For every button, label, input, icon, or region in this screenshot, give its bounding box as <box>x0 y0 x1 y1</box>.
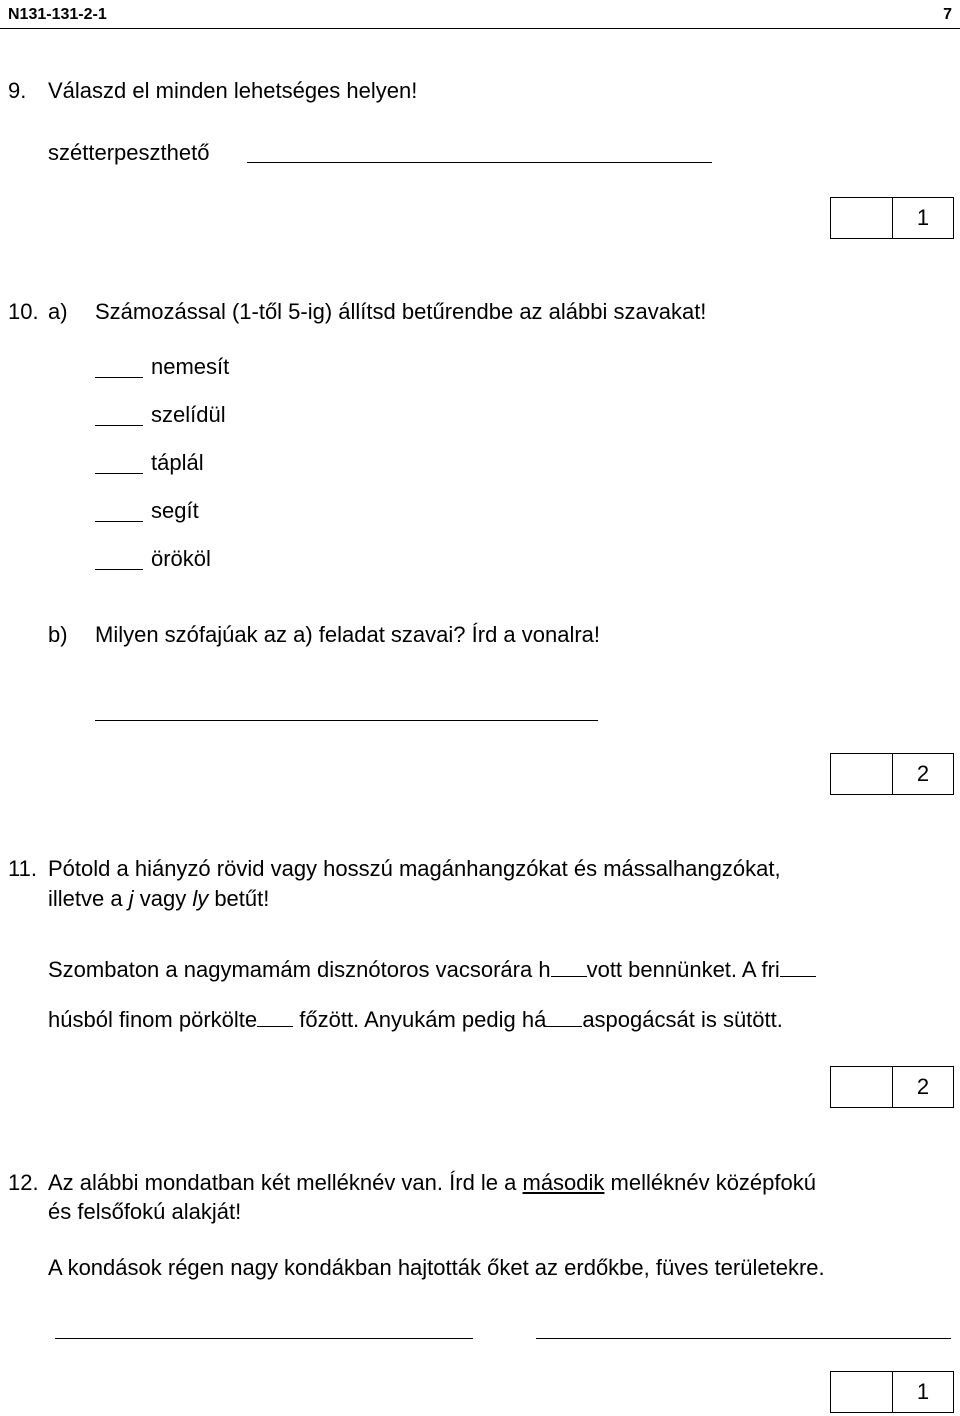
q10-number-blank[interactable] <box>95 425 143 426</box>
q11-sentence-line1: Szombaton a nagymamám disznótoros vacsorára h vott bennünket. A fri <box>48 956 816 983</box>
document-code: N131-131-2-1 <box>8 6 107 23</box>
q12-max-points: 1 <box>916 1379 930 1404</box>
q10-word: táplál <box>151 450 204 475</box>
q11-blank[interactable] <box>780 956 816 977</box>
q12-score-field[interactable] <box>831 1372 893 1412</box>
q9-score-box <box>830 197 954 239</box>
q10-number-blank[interactable] <box>95 377 143 378</box>
q11-blank[interactable] <box>551 956 587 977</box>
q11-score-box <box>830 1066 954 1108</box>
q10-a-label: a) <box>48 299 68 324</box>
q10-answer-line[interactable] <box>95 720 598 721</box>
q11-blank[interactable] <box>257 1006 293 1027</box>
q12-answer-line-comparative[interactable] <box>55 1338 473 1339</box>
q11-score-field[interactable] <box>831 1067 893 1107</box>
q10-number-blank[interactable] <box>95 473 143 474</box>
q9-instruction: Válaszd el minden lehetséges helyen! <box>48 78 418 103</box>
q10-word: szelídül <box>151 402 226 427</box>
q10-max-points: 2 <box>916 761 930 786</box>
header-rule <box>0 28 960 29</box>
q10-word: segít <box>151 498 199 523</box>
q11-max-points: 2 <box>916 1074 930 1099</box>
q10-word: nemesít <box>151 354 230 379</box>
q12-answer-line-superlative[interactable] <box>536 1338 951 1339</box>
q11-number: 11. <box>8 856 37 881</box>
q10-score-field[interactable] <box>831 754 893 794</box>
q12-score-box <box>830 1371 954 1413</box>
q11-blank[interactable] <box>546 1006 582 1027</box>
q9-score-field[interactable] <box>831 198 893 238</box>
q10-b-label: b) <box>48 622 68 647</box>
page-number: 7 <box>943 6 952 23</box>
q10-a-instruction: Számozással (1-től 5-ig) állítsd betűrendbe az alábbi szavakat! <box>95 299 707 324</box>
q11-sentence-line2: húsból finom pörkölte főzött. Anyukám pedig há aspogácsát is sütött. <box>48 1007 783 1032</box>
q12-instruction-line2: és felsőfokú alakját! <box>48 1199 242 1224</box>
q10-number-blank[interactable] <box>95 521 143 522</box>
q10-word: örököl <box>151 546 211 571</box>
q12-instruction-line1: Az alábbi mondatban két melléknév van. Írd le a második melléknév középfokú <box>48 1170 816 1195</box>
q11-instruction-line2: illetve a j vagy ly betűt! <box>48 886 270 911</box>
q10-b-instruction: Milyen szófajúak az a) feladat szavai? Írd a vonalra! <box>95 622 601 647</box>
q10-number: 10. <box>8 299 39 324</box>
q12-sentence: A kondások régen nagy kondákban hajtották őket az erdőkbe, füves területekre. <box>48 1255 825 1280</box>
q12-number: 12. <box>8 1170 39 1195</box>
q9-word: szétterpeszthető <box>48 140 210 165</box>
q9-answer-line[interactable] <box>247 162 712 163</box>
q10-number-blank[interactable] <box>95 569 143 570</box>
q9-number: 9. <box>8 78 27 103</box>
q10-score-box <box>830 753 954 795</box>
q9-max-points: 1 <box>916 205 930 230</box>
q11-instruction-line1: Pótold a hiányzó rövid vagy hosszú magánhangzókat és mássalhangzókat, <box>48 856 781 881</box>
